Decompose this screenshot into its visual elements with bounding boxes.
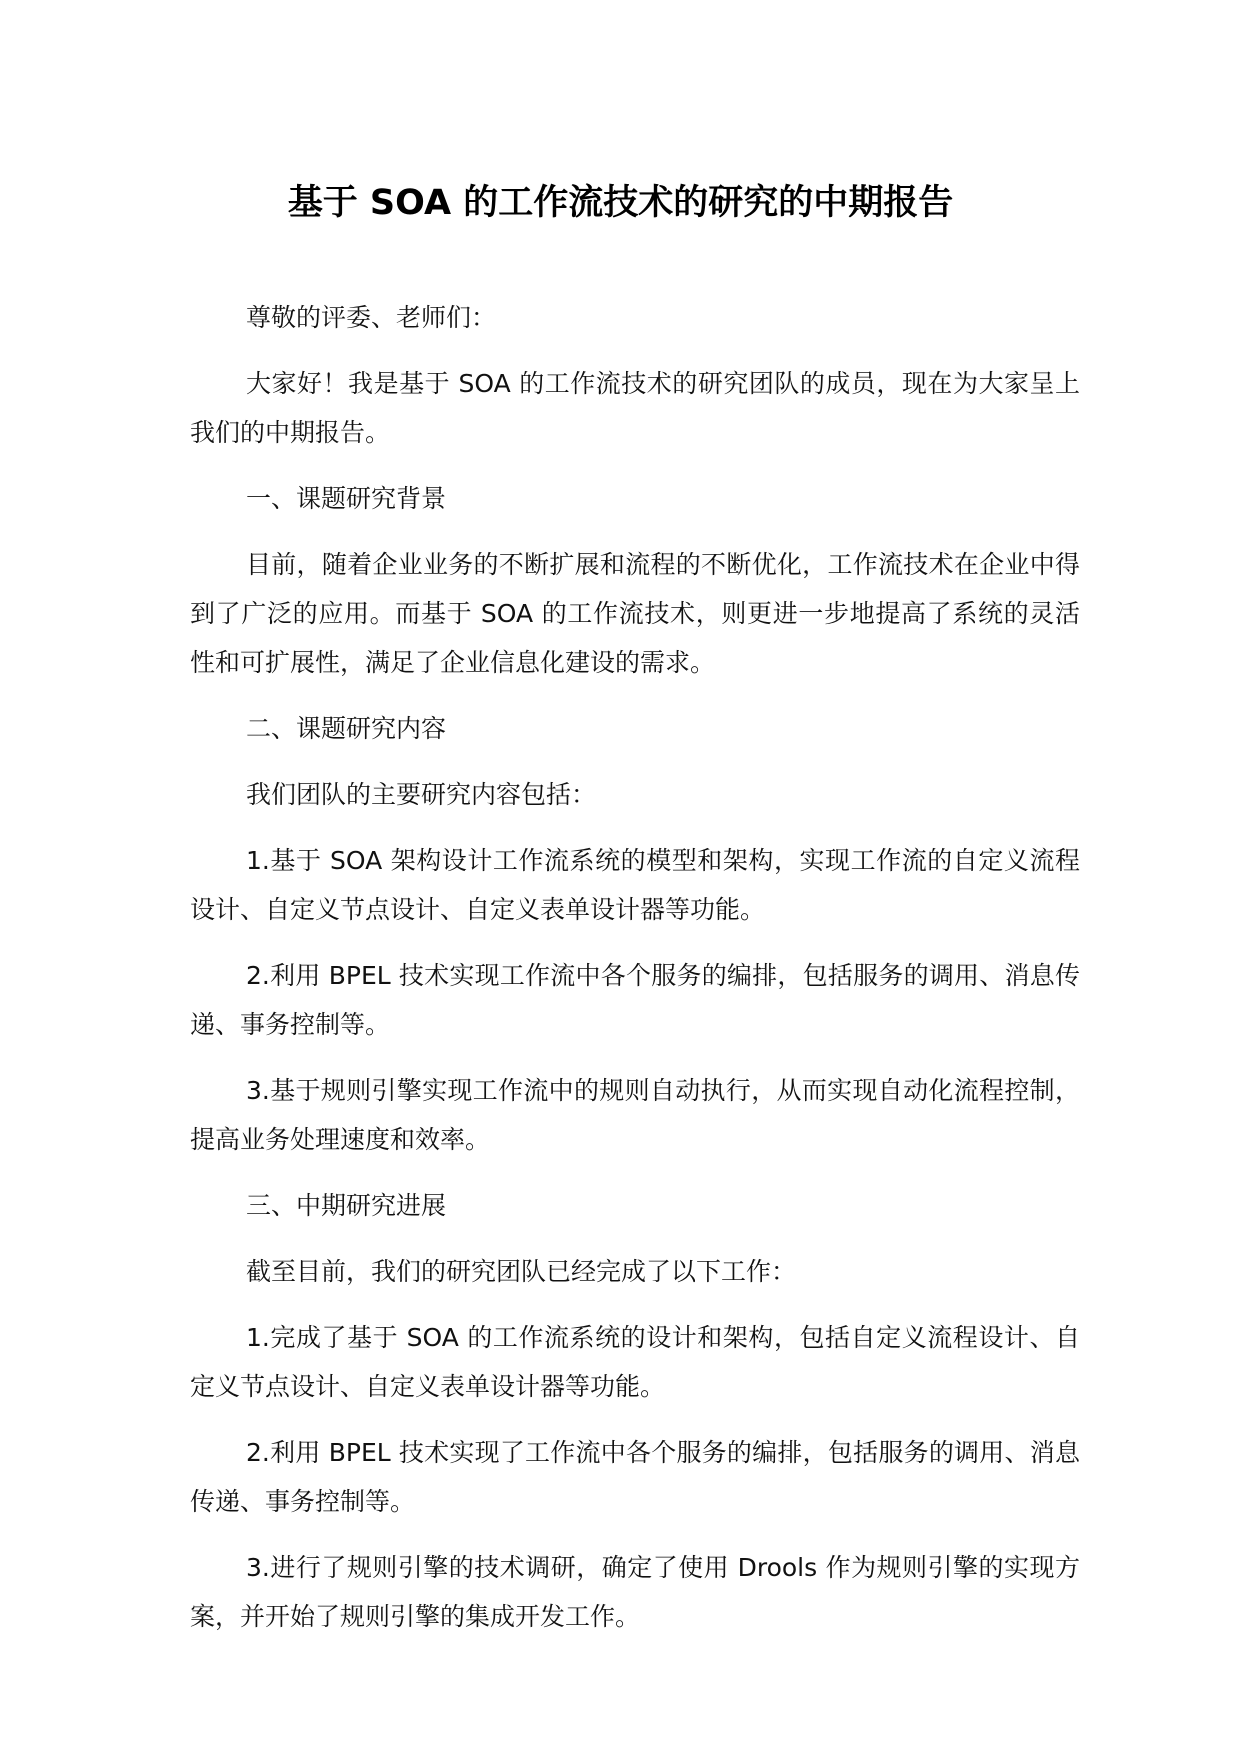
- paragraph-greeting: 尊敬的评委、老师们：: [246, 303, 497, 332]
- paragraph-content-intro: 我们团队的主要研究内容包括：: [246, 780, 597, 809]
- section-heading-content: 二、课题研究内容: [246, 714, 447, 743]
- list-item-progress-1: 1.完成了基于 SOA 的工作流系统的设计和架构，包括自定义流程设计、自定义节点设计、自定义表单设计器等功能。: [190, 1323, 1080, 1401]
- document-body: [190, 293, 1080, 1658]
- section-heading-progress: 三、中期研究进展: [246, 1191, 447, 1220]
- section-heading-background: 一、课题研究背景: [246, 484, 447, 513]
- list-item-progress-2: 2.利用 BPEL 技术实现了工作流中各个服务的编排，包括服务的调用、消息传递、事务控制等。: [190, 1438, 1080, 1516]
- list-item-content-2: 2.利用 BPEL 技术实现工作流中各个服务的编排，包括服务的调用、消息传递、事务控制等。: [190, 961, 1080, 1039]
- paragraph-progress-intro: 截至目前，我们的研究团队已经完成了以下工作：: [246, 1257, 797, 1286]
- list-item-content-1: 1.基于 SOA 架构设计工作流系统的模型和架构，实现工作流的自定义流程设计、自定义节点设计、自定义表单设计器等功能。: [190, 846, 1080, 924]
- list-item-content-3: 3.基于规则引擎实现工作流中的规则自动执行，从而实现自动化流程控制，提高业务处理速度和效率。: [190, 1076, 1080, 1154]
- paragraph-intro: 大家好！我是基于 SOA 的工作流技术的研究团队的成员，现在为大家呈上我们的中期报告。: [190, 369, 1080, 447]
- list-item-progress-3: 3.进行了规则引擎的技术调研，确定了使用 Drools 作为规则引擎的实现方案，并开始了规则引擎的集成开发工作。: [190, 1553, 1080, 1631]
- document-title: 基于 SOA 的工作流技术的研究的中期报告: [287, 183, 954, 223]
- paragraph-background: 目前，随着企业业务的不断扩展和流程的不断优化，工作流技术在企业中得到了广泛的应用。而基于 SOA 的工作流技术，则更进一步地提高了系统的灵活性和可扩展性，满足了企业信息化建设的需求。: [190, 550, 1080, 677]
